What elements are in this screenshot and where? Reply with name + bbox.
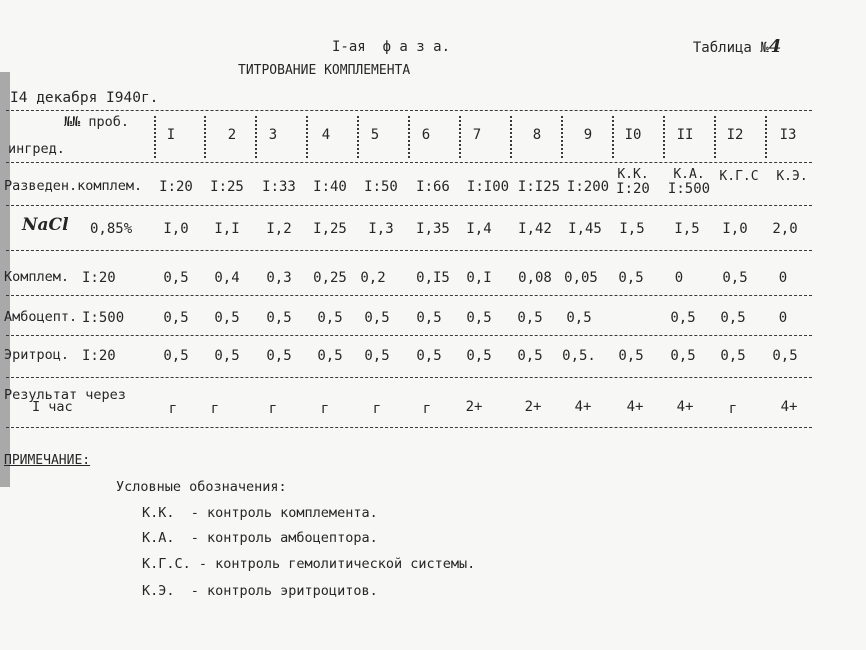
document-title: ТИТРОВАНИЕ КОМПЛЕМЕНТА: [238, 63, 411, 78]
table-cell: 2,0: [772, 221, 798, 237]
table-rule: [6, 110, 812, 111]
table-cell: г: [372, 401, 382, 417]
table-cell: 0: [778, 310, 788, 326]
table-cell: 0,4: [214, 270, 240, 286]
table-cell: 0,5: [720, 310, 746, 326]
corner-samples: №№ проб.: [64, 114, 130, 130]
table-cell: 0,5: [517, 310, 543, 326]
column-number: II: [676, 127, 694, 143]
column-number: I2: [726, 127, 744, 143]
row-label-erythrocytes: Эритроц.: [4, 347, 70, 363]
table-cell: 0,5: [670, 348, 696, 364]
column-divider: [612, 116, 614, 158]
column-number: 9: [583, 127, 593, 143]
table-rule: [6, 205, 812, 206]
table-cell: I,3: [368, 221, 394, 237]
column-divider: [204, 116, 206, 158]
column-number: 7: [472, 127, 482, 143]
table-cell: 0,5: [214, 348, 240, 364]
column-number: I0: [624, 127, 642, 143]
table-cell: I:20: [616, 181, 650, 197]
table-cell: I:25: [210, 179, 244, 195]
note-item: К.Э. - контроль эритроцитов.: [142, 583, 378, 599]
table-cell-note: К.Э.: [776, 169, 808, 184]
table-cell: 0,05: [564, 270, 598, 286]
table-cell: 0,I: [466, 270, 492, 286]
table-cell: I,I: [214, 221, 240, 237]
row-label-result-time: I час: [32, 399, 73, 415]
column-number: I: [166, 127, 176, 143]
table-cell: 4+: [780, 399, 798, 415]
column-divider: [408, 116, 410, 158]
table-cell: I:20: [159, 179, 193, 195]
table-cell: 0,5: [266, 348, 292, 364]
note-intro: Условные обозначения:: [116, 479, 287, 495]
table-cell: 0,5: [618, 270, 644, 286]
table-cell: I:500: [667, 181, 711, 197]
row-label-nacl: NaCl: [22, 215, 69, 235]
column-divider: [714, 116, 716, 158]
table-cell: г: [728, 401, 738, 417]
table-cell: 0,5: [364, 310, 390, 326]
table-cell: г: [422, 401, 432, 417]
column-number: I3: [779, 127, 797, 143]
table-cell: 0,5: [214, 310, 240, 326]
table-cell: 2+: [465, 399, 483, 415]
table-cell: I,0: [722, 221, 748, 237]
table-cell: 0: [674, 270, 684, 286]
table-cell: 0,5: [266, 310, 292, 326]
row-label-amboceptor: Амбоцепт.: [4, 309, 78, 325]
table-cell: 2+: [524, 399, 542, 415]
table-rule: [6, 377, 812, 378]
column-divider: [459, 116, 461, 158]
column-number: 2: [227, 127, 237, 143]
column-divider: [510, 116, 512, 158]
table-cell: 0,5: [163, 348, 189, 364]
table-rule: [6, 162, 812, 163]
note-item: К.К. - контроль комплемента.: [142, 505, 378, 521]
table-cell: 0,5: [466, 348, 492, 364]
table-cell: г: [268, 401, 278, 417]
table-cell: 0,5: [163, 270, 189, 286]
table-cell: I:40: [313, 179, 347, 195]
table-cell: I,0: [163, 221, 189, 237]
column-divider: [306, 116, 308, 158]
row-label-result: Результат через: [4, 387, 126, 403]
column-number: 5: [370, 127, 380, 143]
table-cell: I,5: [674, 221, 700, 237]
row-dose: I:500: [82, 310, 125, 326]
table-cell: I,45: [568, 221, 602, 237]
phase-title: I-ая ф а з а.: [332, 39, 451, 55]
table-cell-note: К.К.: [617, 167, 649, 182]
table-cell: 0,3: [266, 270, 292, 286]
table-cell: 0,5: [364, 348, 390, 364]
table-cell: 0,I5: [416, 270, 450, 286]
table-cell: 0,5: [517, 348, 543, 364]
column-divider: [663, 116, 665, 158]
table-rule: [6, 295, 812, 296]
table-cell: 0,5: [670, 310, 696, 326]
table-cell: I,42: [518, 221, 552, 237]
table-cell: 0,5: [618, 348, 644, 364]
table-cell: 0,5: [317, 348, 343, 364]
row-label-dilution: Разведен.комплем.: [4, 178, 143, 194]
table-cell: 4+: [574, 399, 592, 415]
table-cell: I:66: [416, 179, 450, 195]
table-cell: г: [168, 401, 178, 417]
table-cell: 0,5: [722, 270, 748, 286]
table-cell: 0,5: [317, 310, 343, 326]
table-cell: 0,5: [163, 310, 189, 326]
table-rule: [6, 427, 812, 428]
table-label: Таблица №4: [692, 36, 782, 57]
table-rule: [6, 335, 812, 336]
column-number: 8: [532, 127, 542, 143]
note-item: К.А. - контроль амбоцептора.: [142, 530, 378, 546]
table-cell: 0: [778, 270, 788, 286]
table-cell: 0,5: [416, 310, 442, 326]
table-cell: I:I00: [466, 179, 510, 195]
table-cell: I:33: [262, 179, 296, 195]
note-heading: ПРИМЕЧАНИЕ:: [4, 453, 91, 468]
date: I4 декабря I940г.: [10, 90, 159, 106]
column-divider: [561, 116, 563, 158]
corner-ingredients: ингред.: [8, 141, 65, 157]
column-number: 4: [321, 127, 331, 143]
table-cell: I,25: [313, 221, 347, 237]
column-number: 6: [421, 127, 431, 143]
table-cell: I,4: [466, 221, 492, 237]
table-cell: 0,5: [772, 348, 798, 364]
row-dose: I:20: [82, 270, 116, 286]
table-cell: I:50: [364, 179, 398, 195]
column-number: 3: [268, 127, 278, 143]
table-cell: I,35: [416, 221, 450, 237]
row-dose: I:20: [82, 348, 116, 364]
table-cell: 4+: [626, 399, 644, 415]
table-cell-note: К.А.: [673, 167, 705, 182]
row-dose: 0,85%: [90, 221, 133, 237]
column-divider: [255, 116, 257, 158]
column-divider: [765, 116, 767, 158]
table-cell: I:200: [566, 179, 610, 195]
note-item: К.Г.С. - контроль гемолитической системы.: [142, 556, 476, 572]
table-cell: г: [210, 401, 220, 417]
table-cell: 0,5: [566, 310, 592, 326]
table-cell: 0,5.: [562, 348, 596, 364]
table-cell: I:I25: [517, 179, 561, 195]
table-cell: 0,5: [466, 310, 492, 326]
table-cell: 0,08: [518, 270, 552, 286]
table-cell: 0,25: [313, 270, 347, 286]
table-cell: 4+: [676, 399, 694, 415]
row-label-complement: Комплем.: [4, 269, 70, 285]
table-cell: г: [320, 401, 330, 417]
table-cell: 0,5: [416, 348, 442, 364]
table-number: 4: [768, 36, 782, 57]
table-cell-note: К.Г.С: [719, 169, 759, 184]
table-cell: 0,5: [720, 348, 746, 364]
table-rule: [6, 250, 812, 251]
table-cell: I,5: [619, 221, 645, 237]
table-cell: I,2: [266, 221, 292, 237]
column-divider: [357, 116, 359, 158]
table-cell: 0,2: [360, 270, 386, 286]
